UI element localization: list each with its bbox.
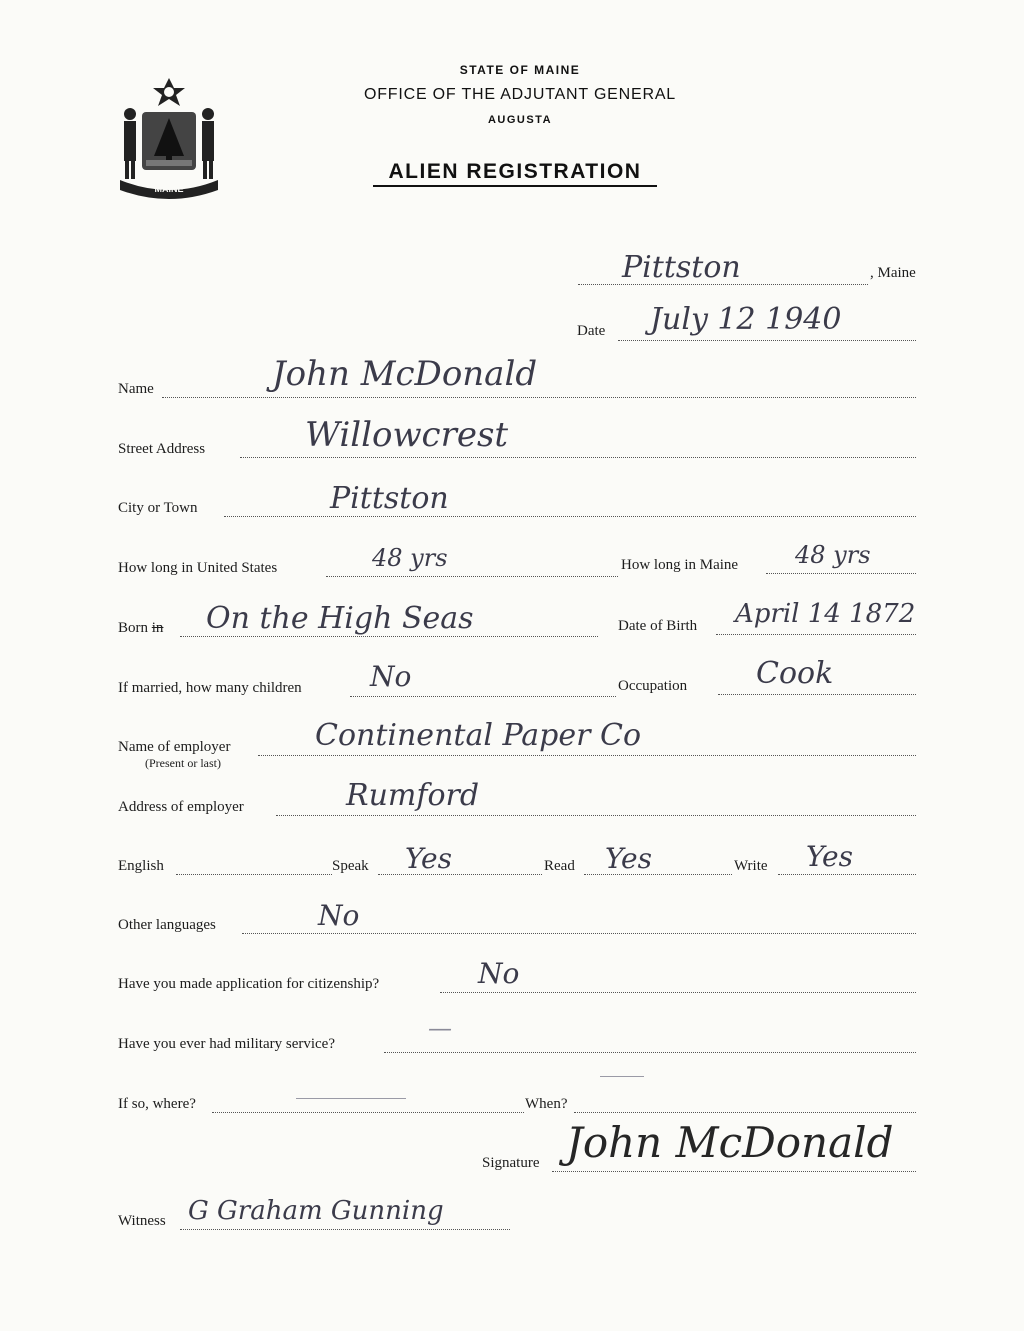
children-line <box>350 696 616 697</box>
street-address-line <box>240 457 916 458</box>
name-label: Name <box>118 381 154 397</box>
dob-value: April 14 1872 <box>735 599 916 629</box>
employer-label: Name of employer <box>118 739 231 755</box>
english-label: English <box>118 858 164 874</box>
speak-line <box>378 874 542 875</box>
seal-banner-text: MAINE <box>154 184 184 194</box>
read-label: Read <box>544 858 575 874</box>
how-long-maine-label: How long in Maine <box>621 557 739 573</box>
place-suffix: , Maine <box>870 265 916 281</box>
citizenship-line <box>440 992 916 993</box>
signature-value: John McDonald <box>566 1118 894 1167</box>
signature-label: Signature <box>482 1155 540 1171</box>
date-line <box>618 340 916 341</box>
how-long-us-value: 48 yrs <box>372 544 448 572</box>
when-dash-mark <box>600 1076 644 1077</box>
military-value: — <box>428 1014 452 1042</box>
street-address-label: Street Address <box>118 441 206 457</box>
employer-value: Continental Paper Co <box>315 718 642 753</box>
how-long-maine-line <box>766 573 916 574</box>
witness-value: G Graham Gunning <box>188 1196 444 1226</box>
employer-sublabel: (Present or last) <box>145 756 221 770</box>
form-title: ALIEN REGISTRATION <box>388 160 642 183</box>
occupation-value: Cook <box>756 656 834 691</box>
military-line <box>384 1052 916 1053</box>
how-long-maine-value: 48 yrs <box>795 541 871 569</box>
military-label: Have you ever had military service? <box>118 1036 335 1052</box>
maine-state-seal-icon <box>112 76 226 200</box>
citizenship-label: Have you made application for citizenship? <box>118 976 380 992</box>
how-long-us-line <box>326 576 618 577</box>
read-value: Yes <box>605 842 652 875</box>
born-line <box>180 636 598 637</box>
occupation-label: Occupation <box>618 678 688 694</box>
header-office: OFFICE OF THE ADJUTANT GENERAL <box>363 86 677 103</box>
where-line <box>212 1112 524 1113</box>
witness-label: Witness <box>118 1213 166 1229</box>
english-line <box>176 874 332 875</box>
name-value: John McDonald <box>272 354 538 394</box>
city-label: City or Town <box>118 500 198 516</box>
born-label <box>118 620 163 637</box>
when-line <box>574 1112 916 1113</box>
born-label-text: Born <box>118 620 148 636</box>
how-long-us-label: How long in United States <box>118 560 278 576</box>
occupation-line <box>718 694 916 695</box>
title-underline <box>373 185 657 187</box>
signature-line <box>552 1171 916 1172</box>
witness-line <box>180 1229 510 1230</box>
city-line <box>224 516 916 517</box>
born-value: On the High Seas <box>206 601 474 636</box>
when-label: When? <box>525 1096 568 1112</box>
place-value: Pittston <box>622 250 741 285</box>
other-languages-line <box>242 933 916 934</box>
employer-address-line <box>276 815 916 816</box>
children-label: If married, how many children <box>118 680 302 696</box>
street-address-value: Willowcrest <box>305 415 509 455</box>
employer-address-label: Address of employer <box>118 799 244 815</box>
speak-label: Speak <box>332 858 369 874</box>
citizenship-value: No <box>478 957 520 990</box>
speak-value: Yes <box>405 842 452 875</box>
write-value: Yes <box>806 840 853 873</box>
name-line <box>162 397 916 398</box>
date-label: Date <box>577 323 606 339</box>
header-state: STATE OF MAINE <box>459 63 581 77</box>
employer-line <box>258 755 916 756</box>
dob-line <box>716 634 916 635</box>
born-struck-word: in <box>151 620 164 636</box>
write-line <box>778 874 916 875</box>
header-city: AUGUSTA <box>487 114 553 126</box>
where-label: If so, where? <box>118 1096 196 1112</box>
other-languages-label: Other languages <box>118 917 216 933</box>
employer-address-value: Rumford <box>346 778 480 813</box>
dob-label: Date of Birth <box>618 618 698 634</box>
write-label: Write <box>734 858 768 874</box>
children-value: No <box>370 660 412 693</box>
date-value: July 12 1940 <box>650 302 842 337</box>
city-value: Pittston <box>330 481 449 516</box>
other-languages-value: No <box>318 899 360 932</box>
where-dash-mark <box>296 1098 406 1099</box>
